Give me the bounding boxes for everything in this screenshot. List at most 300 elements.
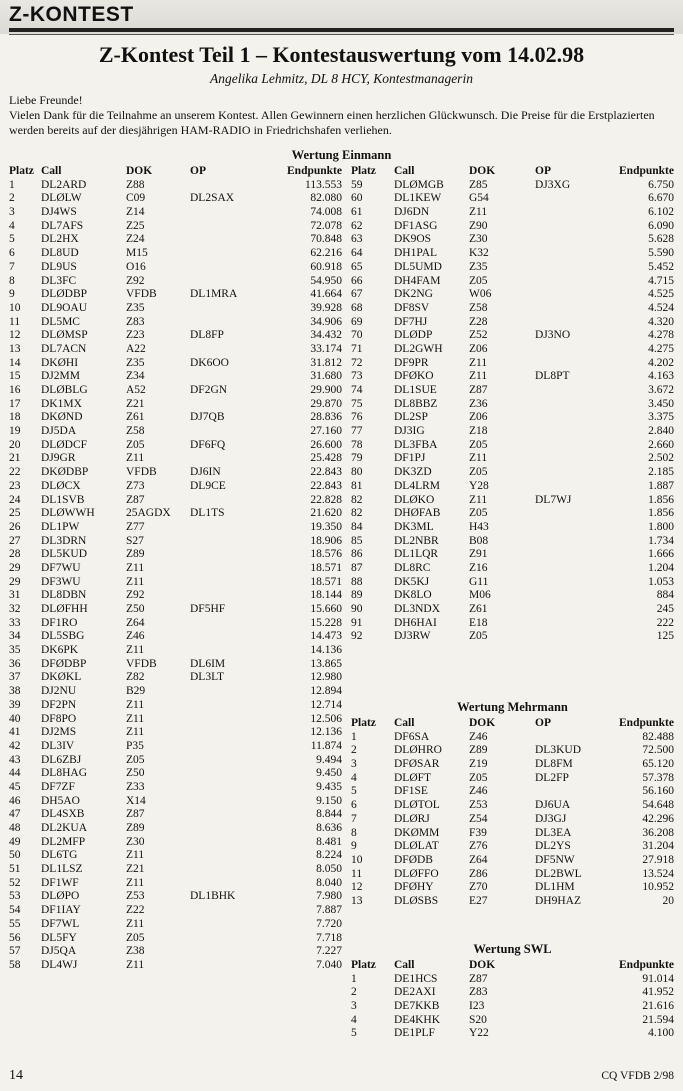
table-row xyxy=(351,630,674,644)
cell-place: 40 xyxy=(9,712,21,725)
cell-points: 9.450 xyxy=(316,767,342,780)
table-row xyxy=(351,466,674,480)
cell-dok: Z46 xyxy=(469,785,488,798)
cell-dok: Z82 xyxy=(126,671,145,684)
cell-points: 7.040 xyxy=(316,958,342,971)
cell-points: 14.136 xyxy=(310,644,342,657)
cell-points: 4.100 xyxy=(648,1027,674,1040)
cell-dok: Z19 xyxy=(469,758,488,771)
cell-call: DKØDBP xyxy=(41,466,89,479)
cell-points: 2.185 xyxy=(648,466,674,479)
cell-place: 18 xyxy=(9,411,21,424)
table-row xyxy=(9,918,342,932)
cell-call: DH1PAL xyxy=(394,247,438,260)
cell-place: 32 xyxy=(9,603,21,615)
cell-points: 34.432 xyxy=(310,329,342,342)
cell-dok: M06 xyxy=(469,589,491,602)
cell-place: 64 xyxy=(351,247,363,260)
cell-place: 88 xyxy=(351,575,363,588)
cell-dok: Z06 xyxy=(469,342,488,355)
einmann-heading: Wertung Einmann xyxy=(291,148,392,162)
cell-place: 45 xyxy=(9,780,21,793)
cell-dok: Z46 xyxy=(469,730,488,743)
table-row xyxy=(351,603,674,617)
cell-dok: Z21 xyxy=(126,397,145,410)
cell-points: 21.620 xyxy=(310,507,342,520)
cell-points: 884 xyxy=(656,589,674,602)
cell-points: 1.856 xyxy=(648,507,674,520)
cell-place: 76 xyxy=(351,411,363,424)
cell-points: 3.450 xyxy=(648,397,674,410)
cell-points: 31.812 xyxy=(310,356,342,369)
cell-place: 3 xyxy=(351,758,357,771)
cell-place: 2 xyxy=(351,744,357,757)
cell-dok: Z89 xyxy=(126,548,145,561)
table-row xyxy=(9,713,342,727)
table-row xyxy=(351,521,674,535)
cell-place: 46 xyxy=(9,794,21,807)
cell-points: 7.718 xyxy=(316,931,342,944)
cell-dok: Z05 xyxy=(469,274,488,287)
cell-call: DE1HCS xyxy=(394,972,438,985)
table-row xyxy=(9,740,342,754)
table-row xyxy=(9,630,342,644)
cell-op: DL3KUD xyxy=(535,744,581,757)
cell-call: DL2SP xyxy=(394,411,428,424)
cell-call: DL2GWH xyxy=(394,342,443,355)
cell-dok: Z64 xyxy=(469,853,488,866)
cell-call: DL5UMD xyxy=(394,260,442,273)
table-row xyxy=(351,548,674,562)
cell-dok: M15 xyxy=(126,247,148,260)
cell-points: 1.800 xyxy=(648,520,674,533)
cell-op: DF5HF xyxy=(190,603,226,615)
table-row xyxy=(9,685,342,699)
cell-points: 4.524 xyxy=(648,301,674,314)
cell-points: 54.950 xyxy=(310,274,342,287)
cell-place: 27 xyxy=(9,534,21,547)
table-row xyxy=(351,179,674,193)
cell-call: DLØMGB xyxy=(394,178,444,191)
cell-points: 14.473 xyxy=(310,630,342,643)
cell-place: 15 xyxy=(9,370,21,383)
header-dok: DOK xyxy=(469,959,496,971)
cell-call: DH5AO xyxy=(41,794,80,807)
cell-call: DKØMM xyxy=(394,826,440,839)
cell-points: 22.843 xyxy=(310,479,342,492)
cell-dok: Z83 xyxy=(126,315,145,328)
intro xyxy=(9,93,674,138)
cell-call: DK9OS xyxy=(394,233,432,246)
cell-dok: Z11 xyxy=(469,356,488,369)
cell-place: 13 xyxy=(9,342,21,355)
table-row xyxy=(351,343,674,357)
cell-call: DLØLW xyxy=(41,192,82,205)
cell-call: DLØKO xyxy=(394,493,435,506)
cell-points: 1.204 xyxy=(648,561,674,574)
cell-dok: Z05 xyxy=(469,771,488,784)
cell-call: DKØHI xyxy=(41,356,79,369)
cell-call: DL8UD xyxy=(41,247,79,260)
cell-dok: Z05 xyxy=(469,438,488,451)
cell-call: DL1LQR xyxy=(394,548,439,561)
table-row xyxy=(351,986,674,1000)
cell-place: 1 xyxy=(351,730,357,743)
cell-points: 72.078 xyxy=(310,219,342,232)
cell-points: 10.952 xyxy=(642,881,674,894)
cell-points: 18.571 xyxy=(310,561,342,574)
cell-call: DFØHY xyxy=(394,881,434,894)
table-row xyxy=(9,603,342,617)
cell-call: DL3DRN xyxy=(41,534,87,547)
cell-points: 1.856 xyxy=(648,493,674,506)
cell-place: 4 xyxy=(9,219,15,232)
cell-call: DH6HAI xyxy=(394,616,437,629)
table-row xyxy=(9,890,342,904)
cell-points: 245 xyxy=(656,603,674,615)
cell-place: 2 xyxy=(351,986,357,999)
cell-points: 1.887 xyxy=(648,479,674,492)
cell-dok: Z53 xyxy=(126,890,145,903)
header-place: Platz xyxy=(351,717,376,729)
table-row xyxy=(351,507,674,521)
cell-call: DF8SV xyxy=(394,301,430,314)
header-call: Call xyxy=(394,165,415,177)
cell-place: 38 xyxy=(9,685,21,698)
table-row xyxy=(9,261,342,275)
cell-call: DL3IV xyxy=(41,739,75,752)
cell-dok: Z11 xyxy=(126,644,145,657)
cell-call: DL5FY xyxy=(41,931,77,944)
table-row xyxy=(351,411,674,425)
page-title: Z-Kontest Teil 1 – Kontestauswertung vom 14.02.98 xyxy=(98,42,585,67)
cell-points: 22.843 xyxy=(310,466,342,479)
issue-label: CQ VFDB 2/98 xyxy=(601,1070,674,1082)
cell-place: 29 xyxy=(9,575,21,588)
cell-points: 5.590 xyxy=(648,247,674,260)
cell-place: 56 xyxy=(9,931,21,944)
cell-points: 12.980 xyxy=(310,671,342,684)
cell-dok: Z50 xyxy=(126,603,145,615)
table-row xyxy=(9,781,342,795)
cell-place: 2 xyxy=(9,192,15,205)
cell-place: 44 xyxy=(9,767,21,780)
cell-call: DLØDP xyxy=(394,329,433,342)
cell-op: DL8FM xyxy=(535,758,573,771)
cell-points: 8.481 xyxy=(316,835,342,848)
cell-call: DJ9GR xyxy=(41,452,76,465)
cell-call: DJ5QA xyxy=(41,945,77,958)
cell-place: 33 xyxy=(9,616,21,629)
cell-dok: Z87 xyxy=(126,808,145,821)
table-row xyxy=(351,425,674,439)
table-row xyxy=(9,398,342,412)
cell-call: DJ5DA xyxy=(41,425,77,438)
cell-points: 3.375 xyxy=(648,411,674,424)
cell-call: DFØDBP xyxy=(41,657,87,670)
cell-dok: Z11 xyxy=(126,876,145,889)
cell-points: 19.350 xyxy=(310,520,342,533)
cell-place: 66 xyxy=(351,274,363,287)
cell-dok: Z53 xyxy=(469,799,488,812)
cell-dok: Z54 xyxy=(469,812,488,825)
cell-dok: Z33 xyxy=(126,780,145,793)
cell-points: 12.136 xyxy=(310,726,342,739)
cell-points: 29.870 xyxy=(310,397,342,410)
table-row xyxy=(9,699,342,713)
cell-call: DL2NBR xyxy=(394,534,439,547)
cell-call: DL4LRM xyxy=(394,479,440,492)
cell-points: 11.874 xyxy=(310,739,342,752)
cell-dok: Z70 xyxy=(469,881,488,894)
table-row xyxy=(9,808,342,822)
table-row xyxy=(9,370,342,384)
cell-call: DL7ACN xyxy=(41,342,87,355)
cell-op: DH9HAZ xyxy=(535,894,581,907)
cell-op: DJ6UA xyxy=(535,799,571,812)
cell-call: DJ3RW xyxy=(394,630,431,643)
cell-place: 22 xyxy=(9,466,21,479)
cell-place: 31 xyxy=(9,589,21,602)
cell-call: DL9US xyxy=(41,260,77,273)
cell-op: DL2YS xyxy=(535,840,571,853)
cell-points: 12.714 xyxy=(310,698,342,711)
cell-place: 8 xyxy=(9,274,15,287)
cell-points: 21.594 xyxy=(642,1013,674,1026)
cell-dok: Z30 xyxy=(126,835,145,848)
cell-place: 35 xyxy=(9,644,21,657)
cell-op: DL9CE xyxy=(190,479,226,492)
cell-place: 25 xyxy=(9,507,21,520)
cell-call: DFØSAR xyxy=(394,758,440,771)
header-call: Call xyxy=(394,959,415,971)
cell-points: 4.320 xyxy=(648,315,674,328)
table-row xyxy=(9,671,342,685)
cell-points: 2.840 xyxy=(648,425,674,438)
table-row xyxy=(351,302,674,316)
table-row xyxy=(351,220,674,234)
cell-op: DL8FP xyxy=(190,329,224,342)
cell-place: 49 xyxy=(9,835,21,848)
cell-place: 5 xyxy=(9,233,15,246)
table-header-row xyxy=(351,717,674,731)
table-row xyxy=(351,576,674,590)
cell-call: DF7ZF xyxy=(41,780,75,793)
cell-call: DL8HAG xyxy=(41,767,87,780)
table-row xyxy=(9,932,342,946)
table-row xyxy=(9,754,342,768)
cell-points: 56.160 xyxy=(642,785,674,798)
cell-dok: A22 xyxy=(126,342,146,355)
cell-place: 29 xyxy=(9,561,21,574)
cell-points: 31.680 xyxy=(310,370,342,383)
cell-points: 20 xyxy=(662,894,674,907)
cell-points: 15.228 xyxy=(310,616,342,629)
table-row xyxy=(351,288,674,302)
table-row xyxy=(351,480,674,494)
cell-points: 9.435 xyxy=(316,780,342,793)
cell-points: 42.296 xyxy=(642,812,674,825)
cell-call: DL9OAU xyxy=(41,301,87,314)
cell-points: 125 xyxy=(656,630,674,643)
cell-call: DL1SVB xyxy=(41,493,85,506)
cell-op: DF6FQ xyxy=(190,438,226,451)
table-row xyxy=(351,1014,674,1028)
cell-op: DL2FP xyxy=(535,771,569,784)
author-line: Angelika Lehmitz, DL 8 HCY, Kontestmanagerin xyxy=(210,71,473,86)
table-row xyxy=(9,548,342,562)
table-row xyxy=(351,233,674,247)
cell-place: 60 xyxy=(351,192,363,205)
cell-op: DL3LT xyxy=(190,671,225,684)
cell-place: 5 xyxy=(351,785,357,798)
table-row xyxy=(9,329,342,343)
cell-place: 11 xyxy=(9,315,21,328)
table-row xyxy=(9,480,342,494)
table-row xyxy=(351,275,674,289)
header-dok: DOK xyxy=(126,165,153,177)
cell-dok: Z89 xyxy=(126,822,145,834)
cell-dok: Z21 xyxy=(126,863,145,876)
cell-call: DK8LO xyxy=(394,589,432,602)
cell-place: 51 xyxy=(9,863,21,876)
cell-call: DJ2NU xyxy=(41,685,77,698)
cell-op: DL2SAX xyxy=(190,192,235,205)
table-header-row xyxy=(351,959,674,973)
cell-place: 16 xyxy=(9,384,21,396)
cell-op: DL1BHK xyxy=(190,890,236,903)
table-row xyxy=(9,384,342,398)
table-row xyxy=(9,343,342,357)
cell-points: 18.144 xyxy=(310,589,342,602)
cell-place: 12 xyxy=(9,329,21,342)
table-row xyxy=(351,799,674,813)
table-row xyxy=(9,617,342,631)
cell-place: 21 xyxy=(9,452,21,465)
header-points: Endpunkte xyxy=(287,165,342,177)
title-rule xyxy=(9,28,674,32)
cell-place: 75 xyxy=(351,397,363,410)
cell-place: 28 xyxy=(9,548,21,561)
cell-place: 39 xyxy=(9,698,21,711)
table-row xyxy=(351,744,674,758)
cell-place: 48 xyxy=(9,822,21,834)
cell-points: 12.894 xyxy=(310,685,342,698)
table-row xyxy=(351,813,674,827)
table-row xyxy=(351,827,674,841)
cell-points: 22.828 xyxy=(310,493,342,506)
cell-points: 1.666 xyxy=(648,548,674,561)
cell-call: DJ2MS xyxy=(41,726,77,739)
cell-points: 27.160 xyxy=(310,425,342,438)
cell-place: 14 xyxy=(9,356,21,369)
cell-op: DJ3NO xyxy=(535,329,571,342)
cell-dok: Z23 xyxy=(126,329,145,342)
cell-points: 4.525 xyxy=(648,288,674,301)
cell-place: 84 xyxy=(351,520,363,533)
cell-place: 79 xyxy=(351,452,363,465)
cell-call: DL5SBG xyxy=(41,630,85,643)
cell-call: DLØHRO xyxy=(394,744,442,757)
cell-place: 37 xyxy=(9,671,21,684)
header-points: Endpunkte xyxy=(619,165,674,177)
table-row xyxy=(9,535,342,549)
cell-points: 18.576 xyxy=(310,548,342,561)
table-row xyxy=(9,959,342,973)
table-row xyxy=(351,785,674,799)
cell-points: 2.502 xyxy=(648,452,674,465)
cell-call: DKØND xyxy=(41,411,83,424)
table-row xyxy=(9,494,342,508)
cell-points: 27.918 xyxy=(642,853,674,866)
table-row xyxy=(351,370,674,384)
cell-call: DL1LSZ xyxy=(41,863,83,876)
header-call: Call xyxy=(41,165,62,177)
cell-place: 50 xyxy=(9,849,21,862)
cell-place: 65 xyxy=(351,260,363,273)
header-points: Endpunkte xyxy=(619,959,674,971)
cell-points: 6.670 xyxy=(648,192,674,205)
cell-call: DK3ZD xyxy=(394,466,432,479)
cell-call: DKØKL xyxy=(41,671,82,684)
table-row xyxy=(351,881,674,895)
cell-place: 81 xyxy=(351,479,363,492)
cell-dok: Z05 xyxy=(126,753,145,766)
cell-place: 1 xyxy=(9,178,15,191)
cell-dok: Z58 xyxy=(126,425,145,438)
cell-op: DF2GN xyxy=(190,384,228,396)
table-row xyxy=(9,507,342,521)
cell-call: DF3WU xyxy=(41,575,81,588)
cell-place: 8 xyxy=(351,826,357,839)
cell-call: DL1SUE xyxy=(394,384,437,396)
cell-dok: Z22 xyxy=(126,904,145,917)
cell-dok: Z50 xyxy=(126,767,145,780)
cell-place: 82 xyxy=(351,493,363,506)
cell-call: DF7WL xyxy=(41,917,80,930)
table-row xyxy=(9,192,342,206)
cell-call: DLØDBP xyxy=(41,288,88,301)
cell-dok: Z87 xyxy=(469,972,488,985)
table-row xyxy=(9,576,342,590)
cell-points: 8.636 xyxy=(316,822,342,834)
cell-points: 33.174 xyxy=(310,342,342,355)
table-row xyxy=(9,466,342,480)
cell-points: 5.628 xyxy=(648,233,674,246)
cell-call: DL2MFP xyxy=(41,835,86,848)
cell-call: DFØDB xyxy=(394,853,433,866)
table-row xyxy=(9,644,342,658)
cell-call: DF1PJ xyxy=(394,452,426,465)
cell-dok: 25AGDX xyxy=(126,507,171,520)
table-row xyxy=(9,658,342,672)
header-dok: DOK xyxy=(469,165,496,177)
cell-points: 60.918 xyxy=(310,260,342,273)
cell-place: 90 xyxy=(351,603,363,615)
table-row xyxy=(9,877,342,891)
cell-dok: B08 xyxy=(469,534,489,547)
cell-call: DE1PLF xyxy=(394,1027,435,1040)
cell-dok: Z11 xyxy=(126,849,145,862)
cell-points: 7.887 xyxy=(316,904,342,917)
cell-dok: Z25 xyxy=(126,219,145,232)
cell-place: 3 xyxy=(351,1000,357,1013)
cell-call: DL6ZBJ xyxy=(41,753,82,766)
cell-dok: E27 xyxy=(469,894,488,907)
cell-points: 4.278 xyxy=(648,329,674,342)
cell-place: 6 xyxy=(9,247,15,260)
cell-call: DF9PR xyxy=(394,356,429,369)
